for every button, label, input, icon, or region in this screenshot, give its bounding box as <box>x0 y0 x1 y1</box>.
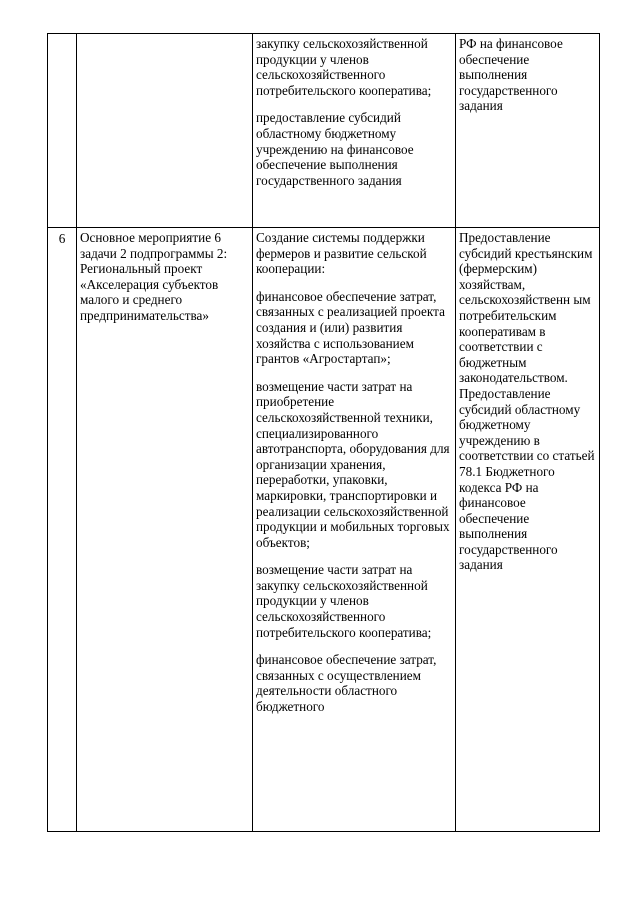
cell-mechanism <box>456 34 600 228</box>
cell-event <box>77 34 253 228</box>
content-paragraph: возмещение части затрат на закупку сельскохозяйственной продукции у членов сельскохозяйственного потребительского кооператива; <box>256 562 432 640</box>
content-paragraph: финансовое обеспечение затрат, связанных с осуществлением деятельности областного бюджетного <box>256 652 437 715</box>
content-paragraph: финансовое обеспечение затрат, связанных с реализацией проекта создания и (или) развития хозяйства с использованием грантов «Агростартап»; <box>256 288 445 367</box>
cell-mechanism <box>456 228 600 832</box>
mechanism-text: РФ на финансовое обеспечение выполнения государственного задания <box>459 36 563 114</box>
table-row-6 <box>48 228 600 832</box>
cell-number <box>48 34 77 228</box>
content-paragraph: возмещение части затрат на приобретение сельскохозяйственной техники, специализированного автотранспорта, оборудования для организации хранения, переработки, упаковки, маркировки, транспортировки и реализации сельскохозяйственной продукции и мобильных торговых объектов; <box>256 378 450 550</box>
content-paragraph: закупку сельскохозяйственной продукции у членов сельскохозяйственного потребительского кооператива; <box>256 36 432 98</box>
mechanism-text: Предоставление субсидий крестьянским (фермерским) хозяйствам, сельскохозяйственн ым потребительским кооперативам в соответствии с бюджетным законодательством. Предоставление субсидий областному бюджетному учреждению в соответствии со статьей 78.1 Бюджетного кодекса РФ на финансовое обеспечение выполнения государственного задания <box>459 230 595 573</box>
content-paragraph: предоставление субсидий областному бюджетному учреждению на финансовое обеспечение выполнения государственного задания <box>256 110 414 188</box>
table-row-continued <box>48 34 600 228</box>
cell-event <box>77 228 253 832</box>
cell-number: 6 <box>48 228 77 832</box>
program-events-table <box>47 33 600 832</box>
cell-content <box>253 34 456 228</box>
cell-content <box>253 228 456 832</box>
event-text: Основное мероприятие 6 задачи 2 подпрограммы 2: Региональный проект «Акселерация субъектов малого и среднего предпринимательства» <box>80 230 228 323</box>
content-paragraph: Создание системы поддержки фермеров и развитие сельской кооперации: <box>256 230 427 277</box>
